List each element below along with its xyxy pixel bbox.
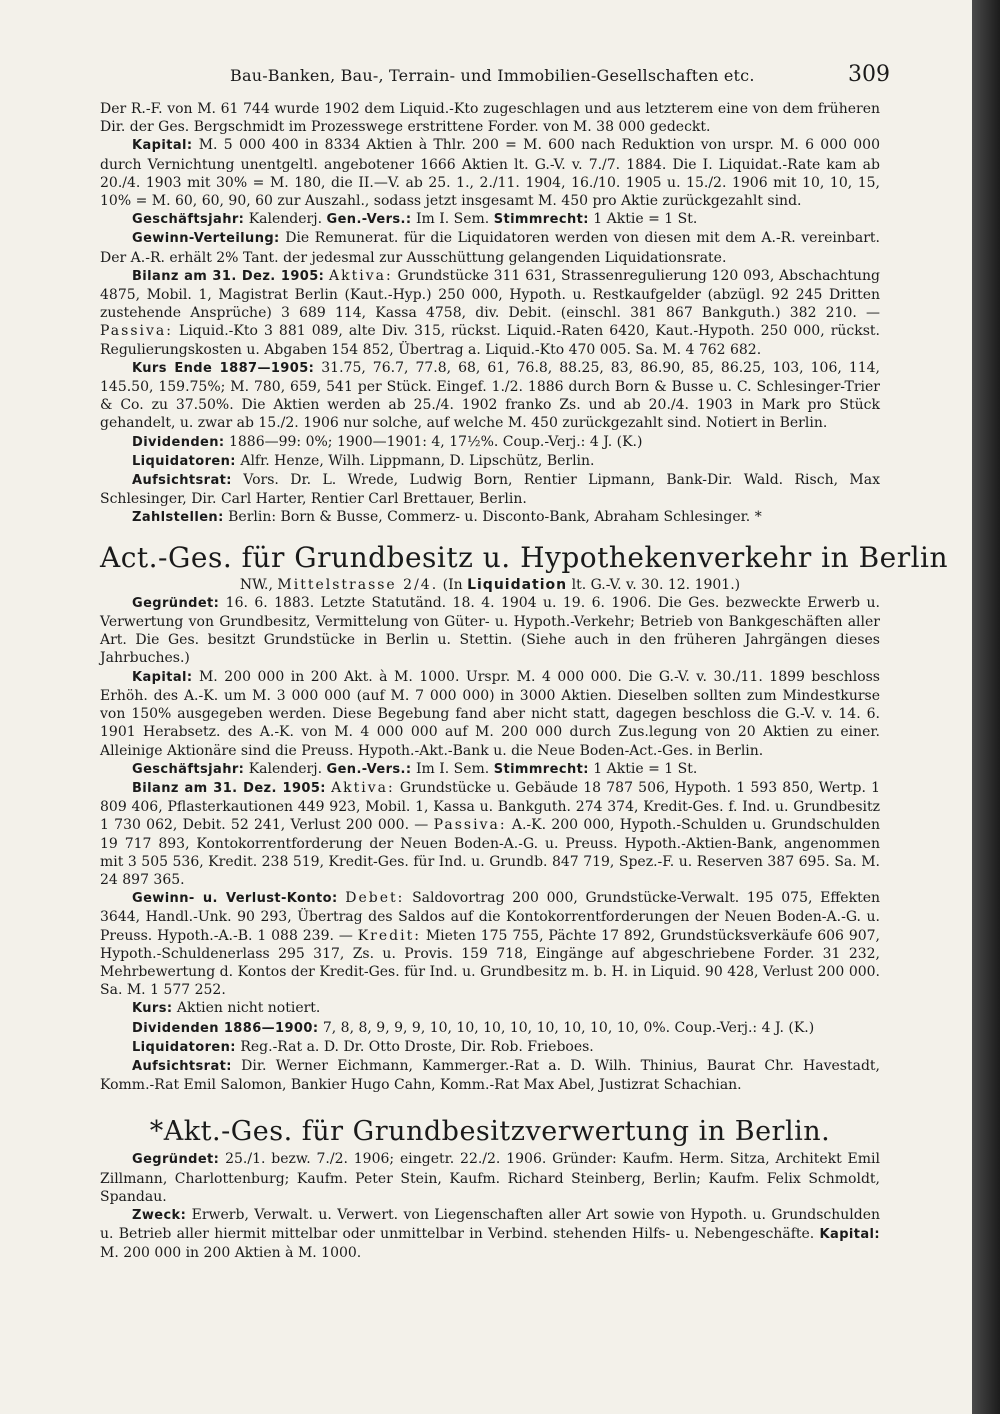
gegruendet-paragraph: Gegründet: 25./1. bezw. 7./2. 1906; eingetr. 22./2. 1906. Gründer: Kaufm. Herm. Sitza, Architekt Emil Zillmann, Charlottenburg; Kaufm. Peter Stein, Kaufm. Richard Steinberg, Berlin; Kaufm. Felix Schmoldt, Spandau. xyxy=(100,1151,880,1205)
kurs-paragraph: Kurs: Aktien nicht notiert. xyxy=(132,1000,321,1017)
company-title: *Akt.-Ges. für Grundbesitzverwertung in Berlin. xyxy=(149,1116,831,1148)
dividenden-paragraph: Dividenden 1886—1900: 7, 8, 8, 9, 9, 9, 10, 10, 10, 10, 10, 10, 10, 10, 0%. Coup.-Verj.: 4 J. (K.) xyxy=(132,1019,815,1036)
zahlstellen-paragraph: Zahlstellen: Berlin: Born & Busse, Commerz- u. Disconto-Bank, Abraham Schlesinger. * xyxy=(132,509,762,526)
page-body xyxy=(100,100,949,1263)
kapital-paragraph: Kapital: M. 200 000 in 200 Akt. à M. 1000. Urspr. M. 4 000 000. Die G.-V. v. 30./11. 1899 beschloss Erhöh. des A.-K. um M. 3 000 000 (auf M. 7 000 000) in 3000 Aktien. Dieselben sollten zum Mindestkurse von 150% ausgegeben werden. Diese Begebung fand aber nicht statt, dagegen beschloss die G.-V. v. 14. 6. 1901 Herabsetz. des A.-K. von M. 4 000 000 auf M. 200 000 durch Zus.legung von 20 Aktien zu einer. Alleinige Aktionäre sind die Preuss. Hypoth.-Akt.-Bank u. die Neue Boden-Act.-Ges. in Berlin. xyxy=(100,668,880,759)
dividenden-paragraph: Dividenden: 1886—99: 0%; 1900—1901: 4, 17½%. Coup.-Verj.: 4 J. (K.) xyxy=(132,433,643,450)
bilanz-paragraph: Bilanz am 31. Dez. 1905: Aktiva: Grundstücke u. Gebäude 18 787 506, Hypoth. 1 593 850, Wertp. 1 809 406, Pflasterkautionen 449 923, Mobil. 1, Kassa u. Bankguth. 274 374, Kredit-Ges. f. Ind. u. Grundbesitz 1 730 062, Debit. 52 241, Verlust 200 000. — Passiva: A.-K. 200 000, Hypoth.-Schulden u. Grundschulden 19 717 893, Kontokorrentforderung der Neuen Boden-A.-G. u. Preuss. Hypoth.-Aktien-Bank, angenommen mit 3 505 536, Kredit. 238 519, Kredit-Ges. für Ind. u. Grundb. 847 719, Spez.-F. u. Reserven 387 695. Sa. M. 24 897 365. xyxy=(100,779,880,888)
company-title: Act.-Ges. für Grundbesitz u. Hypothekenverkehr in Berlin xyxy=(100,540,949,574)
aufsichtsrat-paragraph: Aufsichtsrat: Dir. Werner Eichmann, Kammerger.-Rat a. D. Wilh. Thinius, Baurat Chr. Havestadt, Komm.-Rat Emil Salomon, Bankier Hugo Cahn, Komm.-Rat Max Abel, Justizrat Schachian. xyxy=(100,1057,880,1094)
previous-company-entry xyxy=(100,100,880,528)
bilanz-paragraph: Bilanz am 31. Dez. 1905: Aktiva: Grundstücke 311 631, Strassenregulierung 120 093, Abschachtung 4875, Mobil. 1, Magistrat Berlin (Kaut.-Hyp.) 250 000, Hypoth. u. Restkaufgelder (abzügl. 92 245 Dritten zustehende Ansprüche) 3 689 114, Kassa 4758, div. Debit. (einschl. 381 867 Bankguth.) 382 210. — Passiva: Liquid.-Kto 3 881 089, alte Div. 315, rückst. Liquid.-Raten 6420, Kaut.-Hypoth. 250 000, rückst. Regulierungskosten u. Abgaben 154 852, Übertrag a. Liquid.-Kto 470 005. Sa. M. 4 762 682. xyxy=(100,267,880,358)
company-entry-grundbesitzverwertung xyxy=(100,1114,880,1262)
meeting-info-paragraph: Geschäftsjahr: Kalenderj. Gen.-Vers.: Im I. Sem. Stimmrecht: 1 Aktie = 1 St. xyxy=(132,760,698,777)
meeting-info-paragraph: Geschäftsjahr: Kalenderj. Gen.-Vers.: Im I. Sem. Stimmrecht: 1 Aktie = 1 St. xyxy=(132,211,698,228)
company-entry-hypothekenverkehr xyxy=(100,540,949,1095)
gewinn-paragraph: Gewinn-Verteilung: Die Remunerat. für die Liquidatoren werden von diesen mit dem A.-R. vereinbart. Der A.-R. erhält 2% Tant. der jedesmal zur Ausschüttung gelangenden Liquidationsrate. xyxy=(100,230,880,266)
book-edge xyxy=(972,0,1000,1414)
page-number: 309 xyxy=(848,62,890,87)
running-head: Bau-Banken, Bau-, Terrain- und Immobilien-Gesellschaften etc. xyxy=(230,66,755,85)
liquidatoren-paragraph: Liquidatoren: Alfr. Henze, Wilh. Lippmann, D. Lipschütz, Berlin. xyxy=(132,452,595,469)
liquidatoren-paragraph: Liquidatoren: Reg.-Rat a. D. Dr. Otto Droste, Dir. Rob. Frieboes. xyxy=(132,1038,594,1055)
company-address: NW., Mittelstrasse 2/4. (In Liquidation lt. G.-V. v. 30. 12. 1901.) xyxy=(239,576,741,593)
zweck-paragraph: Zweck: Erwerb, Verwalt. u. Verwert. von Liegenschaften aller Art sowie von Hypoth. u. Grundschulden u. Betrieb aller hiermit mittelbar oder unmittelbar in Verbind. stehenden Hilfs- u. Nebengeschäfte. Kapital: M. 200 000 in 200 Aktien à M. 1000. xyxy=(100,1206,880,1262)
gegruendet-paragraph: Gegründet: 16. 6. 1883. Letzte Statutänd. 18. 4. 1904 u. 19. 6. 1906. Die Ges. bezweckte Erwerb u. Verwertung von Grundbesitz, Vermittelung von Güter- u. Hypoth.-Verkehr; Betrieb von Bankgeschäften aller Art. Die Ges. besitzt Grundstücke in Berlin u. Stettin. (Siehe auch in den früheren Jahrgängen dieses Jahrbuches.) xyxy=(100,594,880,667)
page-header xyxy=(100,58,890,92)
kurs-paragraph: Kurs Ende 1887—1905: 31.75, 76.7, 77.8, 68, 61, 76.8, 88.25, 83, 86.90, 85, 86.25, 103, 106, 114, 145.50, 159.75%; M. 780, 659, 541 per Stück. Eingef. 1./2. 1886 durch Born & Busse u. C. Schlesinger-Trier & Co. zu 37.50%. Die Aktien werden ab 25./4. 1902 franko Zs. und ab 20./4. 1903 in Mark pro Stück gehandelt, u. zwar ab 15./2. 1906 nur solche, auf welche M. 450 zurückgezahlt sind. Notiert in Berlin. xyxy=(100,359,880,432)
guv-paragraph: Gewinn- u. Verlust-Konto: Debet: Saldovortrag 200 000, Grundstücke-Verwalt. 195 075, Effekten 3644, Handl.-Unk. 90 293, Übertrag des Saldos auf die Kontokorrentforderungen der Neuen Boden-A.-G. u. Preuss. Hypoth.-A.-B. 1 088 239. — Kredit: Mieten 175 755, Pächte 17 892, Grundstücksverkäufe 606 907, Hypoth.-Schuldenerlass 295 317, Zs. u. Provis. 159 718, Eingänge auf abgeschriebene Forder. 31 232, Mehrbewertung d. Kontos der Kredit-Ges. für Ind. u. Grundbesitz m. b. H. in Liquid. 90 428, Verlust 200 000. Sa. M. 1 577 252. xyxy=(100,890,881,999)
intro-paragraph: Der R.-F. von M. 61 744 wurde 1902 dem Liquid.-Kto zugeschlagen und aus letzterem eine von dem früheren Dir. der Ges. Bergschmidt im Prozesswege erstrittene Forder. von M. 38 000 gedeckt. xyxy=(100,101,880,136)
aufsichtsrat-paragraph: Aufsichtsrat: Vors. Dr. L. Wrede, Ludwig Born, Rentier Lipmann, Bank-Dir. Wald. Risch, Max Schlesinger, Dir. Carl Harter, Rentier Carl Brettauer, Berlin. xyxy=(100,472,881,508)
kapital-paragraph: Kapital: M. 5 000 400 in 8334 Aktien à Thlr. 200 = M. 600 nach Reduktion von urspr. M. 6 000 000 durch Vernichtung unentgeltl. angebotener 1666 Aktien lt. G.-V. v. 7./7. 1884. Die I. Liquidat.-Rate kam ab 20./4. 1903 mit 30% = M. 180, die II.—V. ab 25. 1., 2./11. 1904, 16./10. 1905 u. 15./2. 1906 mit 10, 10, 15, 10% = M. 60, 60, 90, 60 zur Auszahl., sodass jetzt insgesamt M. 450 pro Aktie zurückgezahlt sind. xyxy=(100,137,880,210)
